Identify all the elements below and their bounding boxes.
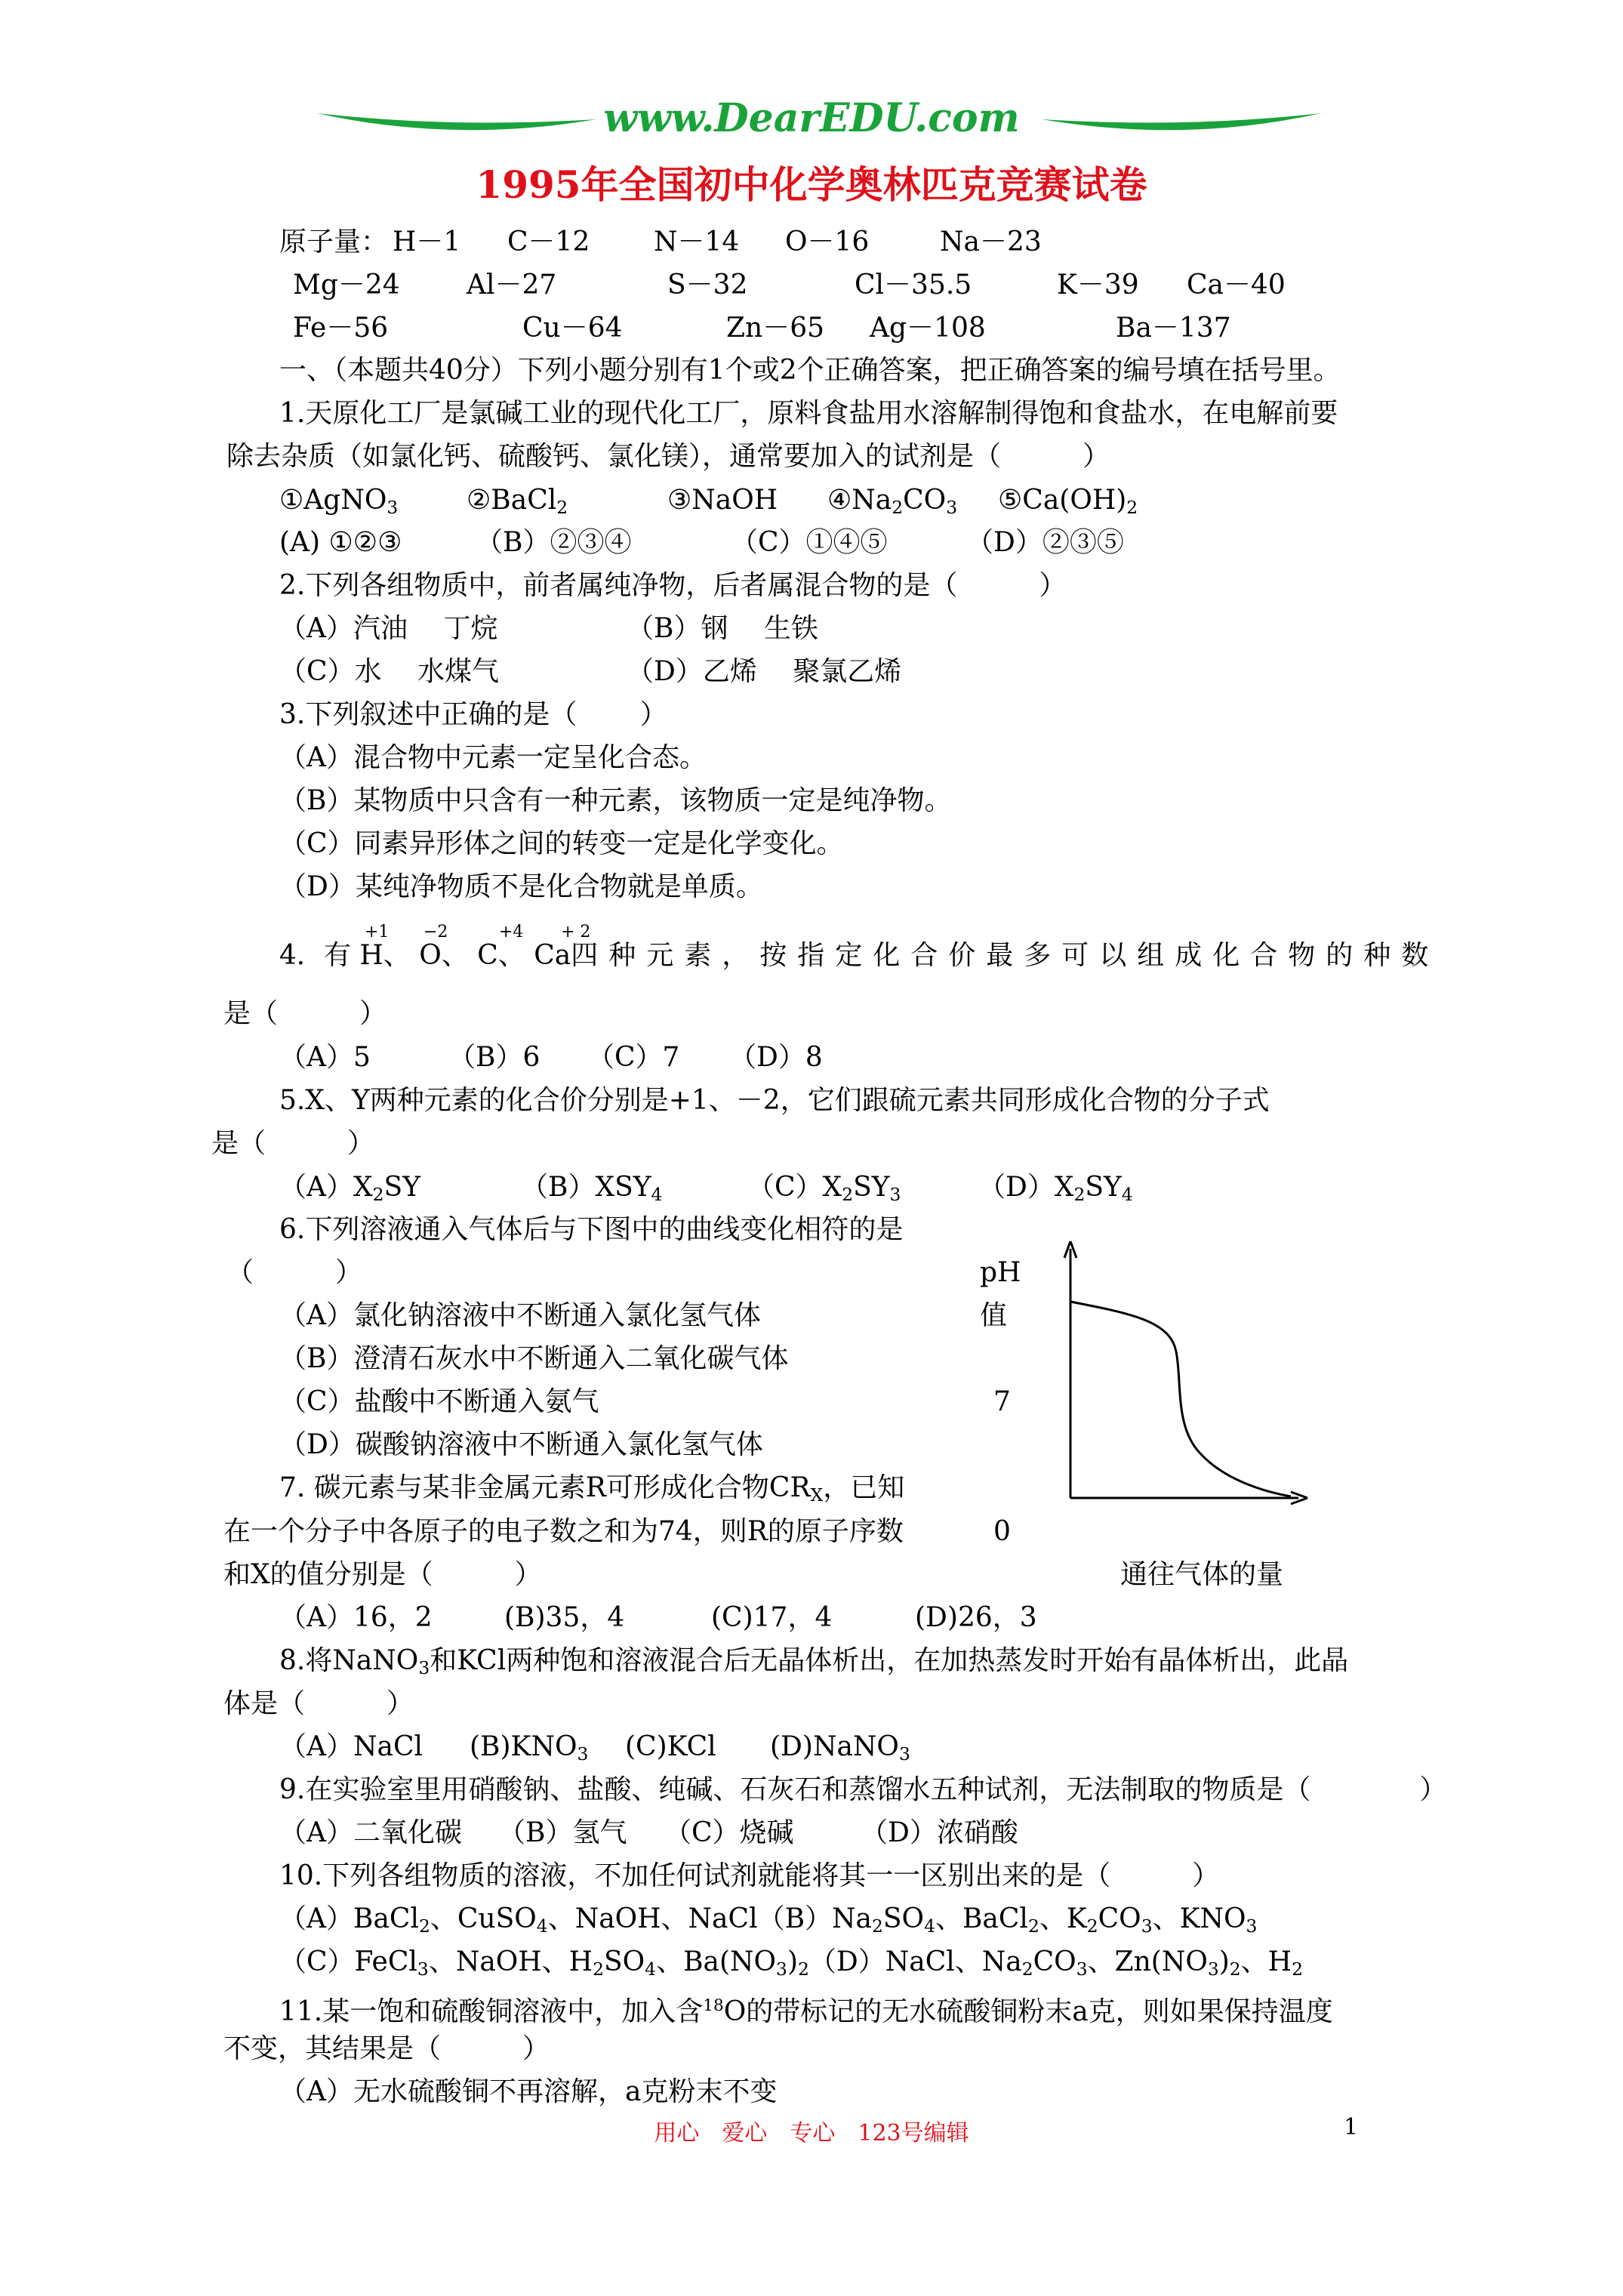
q8-line1: 8.将NaNO$_3$和KCl两种饱和溶液混合后无晶体析出，在加热蒸发时开始有晶体析出，此晶 xyxy=(279,1645,1349,1678)
q7-option-d: (D)26，3 xyxy=(915,1602,1037,1633)
q1-line1: 1.天原化工厂是氯碱工业的现代化工厂，原料食盐用水溶解制得饱和食盐水，在电解前要 xyxy=(279,398,1338,429)
q11-line1: 11.某一饱和硫酸铜溶液中，加入含$^{18}$O的带标记的无水硫酸铜粉末a克，则如果保持温度 xyxy=(279,1996,1333,2027)
q5-option-b: $(B)XSY_4$ xyxy=(521,1172,663,1205)
figure-y-label-value: 值 xyxy=(980,1300,1008,1331)
q3-option-c: （C）同素异形体之间的转变一定是化学变化。 xyxy=(279,828,844,859)
ph-curve xyxy=(1070,1302,1291,1496)
atomic-mass-c: C－12 xyxy=(507,227,590,257)
q4-line1: 4．有 H、 O、 C、 Ca四种元素，按指定化合价最多可以组成化合物的种数 xyxy=(279,940,1440,971)
q2-option-b: （B）钢 生铁 xyxy=(627,613,818,644)
atomic-mass-n: N－14 xyxy=(654,227,740,257)
q3-stem: 3.下列叙述中正确的是（ ） xyxy=(279,699,667,730)
q6-option-b: （B）澄清石灰水中不断通入二氧化碳气体 xyxy=(279,1343,789,1374)
site-logo-text[interactable]: www.DearEDU.com xyxy=(603,95,1020,141)
q1-option-a: (A) ①②③ xyxy=(279,527,402,558)
q2-stem: 2.下列各组物质中，前者属纯净物，后者属混合物的是（ ） xyxy=(279,570,1067,601)
q1-reagent-4: $④Na_2CO_3$ xyxy=(827,485,958,518)
figure-y-label-ph: pH xyxy=(980,1257,1021,1288)
q6-option-d: （D）碳酸钠溶液中不断通入氯化氢气体 xyxy=(279,1429,763,1460)
q7-line2: 在一个分子中各原子的电子数之和为74，则R的原子序数 xyxy=(223,1516,904,1547)
q2-option-d: （D）乙烯 聚氯乙烯 xyxy=(627,656,902,687)
q9-option-a: （A）二氧化碳 xyxy=(279,1817,462,1848)
figure-origin-label: 0 xyxy=(993,1516,1011,1547)
atomic-mass-ag: Ag－108 xyxy=(870,313,986,344)
q5-option-d: $(D)X_2SY_4$ xyxy=(978,1172,1133,1205)
q1-option-b: （B）②③④ xyxy=(476,527,632,558)
atomic-mass-zn: Zn－65 xyxy=(726,313,825,344)
atomic-mass-s: S－32 xyxy=(667,270,748,300)
q3-option-b: （B）某物质中只含有一种元素，该物质一定是纯净物。 xyxy=(279,785,952,816)
atomic-mass-h: H－1 xyxy=(393,227,461,257)
q4-line2: 是（ ） xyxy=(223,998,387,1029)
q2-option-a: （A）汽油 丁烷 xyxy=(279,613,498,644)
q4-option-a: （A）5 xyxy=(279,1042,371,1073)
q10-options-cd: （C）FeCl$_3$、NaOH、$H_2SO_4$、$Ba(NO_3)_2(D)NaCl$、$Na_2CO_3$、$Zn(NO_3)_2$、$H_2$ xyxy=(279,1946,1303,1980)
atomic-mass-na: Na－23 xyxy=(940,227,1042,257)
q4-option-b: （B）6 xyxy=(448,1042,540,1073)
page-number: 1 xyxy=(1344,2114,1359,2140)
atomic-mass-cl: Cl－35.5 xyxy=(855,270,972,300)
q8-option-a: （A）NaCl xyxy=(279,1731,423,1762)
q4-valence-c: +4 xyxy=(499,923,524,942)
section-heading: 一、（本题共40分）下列小题分别有1个或2个正确答案，把正确答案的编号填在括号里。 xyxy=(279,355,1341,386)
q6-option-c: （C）盐酸中不断通入氨气 xyxy=(279,1386,599,1417)
q6-line2: （ ） xyxy=(226,1257,363,1288)
q11-option-a: （A）无水硫酸铜不再溶解，a克粉末不变 xyxy=(279,2076,778,2107)
q10-stem: 10.下列各组物质的溶液，不加任何试剂就能将其一一区别出来的是（ ） xyxy=(279,1860,1220,1891)
q7-option-a: （A）16，2 xyxy=(279,1602,433,1633)
q8-option-c: (C)KCl xyxy=(625,1731,716,1762)
q7-line1: 7. 碳元素与某非金属元素R可形成化合物$CR_X$，已知 xyxy=(279,1472,905,1505)
atomic-mass-ca: Ca－40 xyxy=(1187,270,1286,300)
figure-tick-7: 7 xyxy=(993,1386,1011,1417)
q1-reagent-3: ③NaOH xyxy=(667,485,778,516)
q6-line1: 6.下列溶液通入气体后与下图中的曲线变化相符的是 xyxy=(279,1214,904,1245)
q1-option-c: （C）①④⑤ xyxy=(731,527,888,558)
q5-line2: 是（ ） xyxy=(211,1128,375,1159)
q11-line2: 不变，其结果是（ ） xyxy=(223,2033,550,2064)
footer-text: 用心 爱心 专心 123号编辑 xyxy=(654,2120,969,2147)
q5-option-c: $(C)X_2SY_3$ xyxy=(747,1172,901,1205)
atomic-mass-k: K－39 xyxy=(1057,270,1139,300)
atomic-mass-o: O－16 xyxy=(785,227,870,257)
ph-curve-figure xyxy=(1042,1238,1313,1510)
q3-option-d: （D）某纯净物质不是化合物就是单质。 xyxy=(279,871,763,902)
q3-option-a: （A）混合物中元素一定呈化合态。 xyxy=(279,742,707,773)
page-title: 1995年全国初中化学奥林匹克竞赛试卷 xyxy=(476,162,1147,207)
atomic-mass-ba: Ba－137 xyxy=(1116,313,1231,344)
q1-reagent-5: $⑤Ca(OH)_2$ xyxy=(998,485,1138,518)
q4-valence-o: −2 xyxy=(423,923,448,942)
q4-option-d: （D）8 xyxy=(729,1042,823,1073)
q1-line2: 除去杂质（如氯化钙、硫酸钙、氯化镁），通常要加入的试剂是（ ） xyxy=(226,441,1110,472)
atomic-mass-mg: Mg－24 xyxy=(293,270,400,300)
q4-valence-h: +1 xyxy=(365,923,390,942)
q5-option-a: $(A)X_2SY$ xyxy=(279,1172,420,1205)
q4-option-c: （C）7 xyxy=(587,1042,680,1073)
figure-x-label: 通往气体的量 xyxy=(1120,1559,1284,1590)
q9-line1: 9.在实验室里用硝酸钠、盐酸、纯碱、石灰石和蒸馏水五种试剂，无法制取的物质是（ ） xyxy=(279,1774,1447,1805)
q7-option-b: (B)35，4 xyxy=(504,1602,625,1633)
atomic-mass-al: Al－27 xyxy=(467,270,557,300)
q4-valence-ca: + 2 xyxy=(561,923,591,942)
q7-option-c: (C)17，4 xyxy=(711,1602,833,1633)
q9-option-c: （C）烧碱 xyxy=(664,1817,794,1848)
q1-reagent-2: ②BaCl$_2$ xyxy=(467,485,568,518)
q1-reagent-1: ①AgNO$_3$ xyxy=(279,485,399,518)
q8-option-d: (D)NaNO$_3$ xyxy=(770,1731,910,1764)
q7-line3: 和X的值分别是（ ） xyxy=(223,1559,542,1590)
q1-option-d: （D）②③⑤ xyxy=(966,527,1124,558)
q9-option-b: （B）氢气 xyxy=(498,1817,627,1848)
atomic-mass-fe: Fe－56 xyxy=(293,313,389,344)
q10-options-ab: （A）BaCl$_2$、CuSO$_4$、NaOH、$NaCl(B)Na_2SO_4$、BaCl$_2$、$K_2CO_3$、$KNO_3$ xyxy=(279,1903,1258,1937)
atomic-mass-cu: Cu－64 xyxy=(522,313,623,344)
q8-line2: 体是（ ） xyxy=(223,1688,414,1719)
q2-option-c: （C）水 水煤气 xyxy=(279,656,499,687)
q9-option-d: （D）浓硝酸 xyxy=(861,1817,1018,1848)
q8-option-b: $(B)KNO_3$ xyxy=(470,1731,589,1764)
q6-option-a: （A）氯化钠溶液中不断通入氯化氢气体 xyxy=(279,1300,761,1331)
atomic-mass-label: 原子量： xyxy=(279,227,389,257)
q5-line1: 5.X、Y两种元素的化合价分别是+1、－2，它们跟硫元素共同形成化合物的分子式 xyxy=(279,1085,1270,1116)
